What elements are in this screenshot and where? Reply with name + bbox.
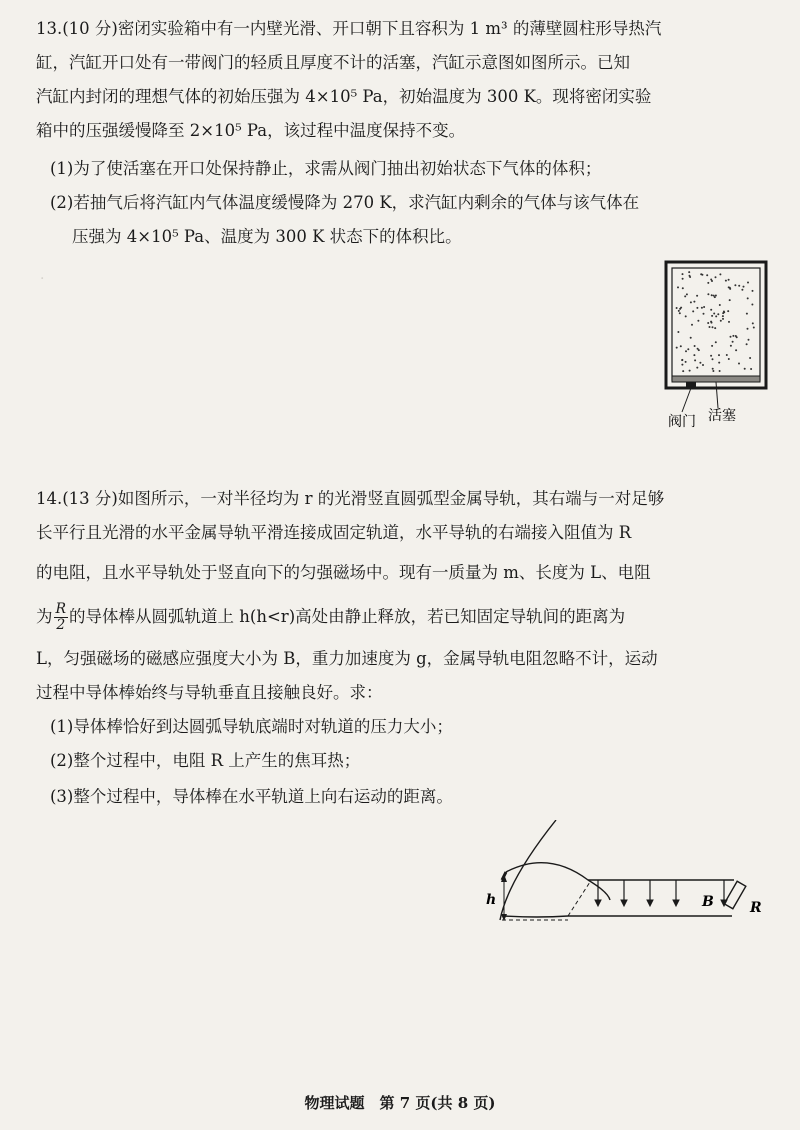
- gas-dot: [725, 280, 727, 282]
- gas-dot: [738, 285, 740, 287]
- gas-dot: [677, 331, 679, 333]
- gas-dot: [729, 299, 731, 301]
- gas-dot: [727, 310, 729, 312]
- gas-dot: [702, 364, 704, 366]
- rail-figure: [478, 820, 778, 930]
- gas-dot: [709, 326, 711, 328]
- gas-dot: [730, 345, 732, 347]
- gas-dot: [714, 296, 716, 298]
- gas-dot: [703, 306, 705, 308]
- gas-dot: [719, 370, 721, 372]
- gas-dot: [688, 271, 690, 273]
- gas-dot: [681, 359, 683, 361]
- gas-dot: [689, 275, 691, 277]
- gas-dot: [718, 354, 720, 356]
- gas-dot: [710, 309, 712, 311]
- gas-dot: [685, 361, 687, 363]
- gas-dot: [720, 320, 722, 322]
- gas-dot: [690, 337, 692, 339]
- gas-dot: [719, 273, 721, 275]
- gas-dot: [690, 301, 692, 303]
- gas-dot: [692, 310, 694, 312]
- gas-dot: [679, 312, 681, 314]
- gas-dot: [715, 315, 717, 317]
- gas-dot: [681, 364, 683, 366]
- gas-dot: [693, 301, 695, 303]
- gas-dot: [682, 287, 684, 289]
- gas-dot: [677, 286, 679, 288]
- gas-dot: [746, 313, 748, 315]
- resistor-label: R: [750, 900, 762, 916]
- field-arrow-head: [621, 900, 627, 906]
- gas-dot: [751, 304, 753, 306]
- gas-dot: [752, 290, 754, 292]
- gas-dot: [684, 295, 686, 297]
- gas-dot: [726, 354, 728, 356]
- gas-dot: [738, 363, 740, 365]
- bleed-through-text: ·: [40, 271, 311, 287]
- q14-part-3: (3)整个过程中，导体棒在水平轨道上向右运动的距离。: [50, 787, 453, 806]
- gas-dot: [741, 289, 743, 291]
- q13-part-2a: (2)若抽气后将汽缸内气体温度缓慢降为 270 K，求汽缸内剩余的气体与该气体在: [50, 193, 640, 212]
- field-arrow-head: [595, 900, 601, 906]
- gas-dot: [712, 326, 714, 328]
- gas-dot: [687, 348, 689, 350]
- gas-dot: [715, 276, 717, 278]
- gas-dot: [710, 355, 712, 357]
- q14-line-4-post: 的导体棒从圆弧轨道上 h(h<r)高处由静止释放，若已知固定导轨间的距离为: [69, 607, 626, 626]
- gas-dot: [697, 348, 699, 350]
- gas-dot: [680, 345, 682, 347]
- q13-line-1: 13.(10 分)密闭实验箱中有一内壁光滑、开口朝下且容积为 1 m³ 的薄壁圆柱形导热汽: [36, 19, 662, 38]
- q14-line-3: 的电阻，且水平导轨处于竖直向下的匀强磁场中。现有一质量为 m、长度为 L、电阻: [36, 563, 651, 582]
- resistance-fraction: [54, 602, 69, 633]
- gas-dot: [707, 282, 709, 284]
- gas-dot: [712, 370, 714, 372]
- field-arrow-head: [673, 900, 679, 906]
- gas-dot: [744, 368, 746, 370]
- q14-line-4-pre: 为: [36, 607, 53, 626]
- gas-dot: [715, 341, 717, 343]
- gas-dot: [703, 313, 705, 315]
- q13-line-3: 汽缸内封闭的理想气体的初始压强为 4×10⁵ Pa，初始温度为 300 K。现将密闭实验: [36, 87, 652, 106]
- field-arrow-head: [647, 900, 653, 906]
- gas-dot: [728, 358, 730, 360]
- gas-dot: [711, 315, 713, 317]
- gas-dot: [728, 279, 730, 281]
- gas-dot: [676, 307, 678, 309]
- gas-dot: [713, 313, 715, 315]
- gas-dot: [685, 350, 687, 352]
- gas-dot: [748, 339, 750, 341]
- gas-dot: [743, 286, 745, 288]
- gas-dot: [701, 274, 703, 276]
- gas-dot: [750, 368, 752, 370]
- gas-dot: [701, 307, 703, 309]
- gas-dot: [706, 274, 708, 276]
- gas-dot: [682, 273, 684, 275]
- gas-dot: [735, 335, 737, 337]
- gas-dot: [711, 294, 713, 296]
- gas-dot: [717, 313, 719, 315]
- gas-dot: [719, 304, 721, 306]
- q13-line-4: 箱中的压强缓慢降至 2×10⁵ Pa，该过程中温度保持不变。: [36, 121, 466, 140]
- cylinder-figure: [656, 258, 776, 438]
- gas-dot: [747, 328, 749, 330]
- q13-part-2b: 压强为 4×10⁵ Pa、温度为 300 K 状态下的体积比。: [72, 227, 462, 246]
- fraction-denominator: 2: [56, 617, 66, 633]
- gas-dot: [710, 321, 712, 323]
- height-label: h: [486, 892, 497, 908]
- gas-dot: [714, 327, 716, 329]
- gas-dot: [728, 286, 730, 288]
- q14-line-1: 14.(13 分)如图所示，一对半径均为 r 的光滑竖直圆弧型金属导轨，其右端与一对足够: [36, 489, 665, 508]
- q14-line-6: 过程中导体棒始终与导轨垂直且接触良好。求：: [36, 683, 383, 702]
- gas-dot: [694, 359, 696, 361]
- gas-dot: [686, 293, 688, 295]
- gas-dot: [753, 327, 755, 329]
- fraction-numerator: R: [55, 601, 67, 617]
- gas-dot: [723, 311, 725, 313]
- gas-dot: [696, 295, 698, 297]
- gas-dot: [711, 345, 713, 347]
- gas-dot: [693, 354, 695, 356]
- gas-dot: [707, 293, 709, 295]
- gas-dot: [712, 368, 714, 370]
- q14-line-5: L，匀强磁场的磁感应强度大小为 B，重力加速度为 g，金属导轨电阻忽略不计，运动: [36, 649, 658, 668]
- gas-dot: [735, 349, 737, 351]
- gas-dot: [710, 279, 712, 281]
- gas-dot: [678, 310, 680, 312]
- gas-dot: [707, 322, 709, 324]
- gas-dot: [689, 370, 691, 372]
- q14-part-2: (2)整个过程中，电阻 R 上产生的焦耳热；: [50, 751, 361, 770]
- valve-label: 阀门: [668, 414, 696, 430]
- gas-dot: [747, 297, 749, 299]
- gas-dot: [752, 322, 754, 324]
- gas-dot: [696, 367, 698, 369]
- gas-dot: [722, 315, 724, 317]
- piston-label: 活塞: [708, 408, 736, 424]
- gas-dot: [732, 335, 734, 337]
- gas-dot: [682, 278, 684, 280]
- gas-dot: [722, 318, 724, 320]
- q13-part-1: (1)为了使活塞在开口处保持静止，求需从阀门抽出初始状态下气体的体积；: [50, 159, 602, 178]
- gas-dot: [746, 343, 748, 345]
- gas-dot: [730, 336, 732, 338]
- q14-part-1: (1)导体棒恰好到达圆弧导轨底端时对轨道的压力大小；: [50, 717, 453, 736]
- gas-dot: [749, 357, 751, 359]
- gas-dot: [682, 370, 684, 372]
- gas-dot: [679, 308, 681, 310]
- gas-dot: [728, 321, 730, 323]
- gas-dot: [691, 324, 693, 326]
- gas-dot: [696, 307, 698, 309]
- gas-dot: [718, 362, 720, 364]
- field-label: B: [702, 894, 714, 910]
- gas-dot: [699, 362, 701, 364]
- gas-dot: [747, 282, 749, 284]
- gas-dot: [729, 288, 731, 290]
- gas-dot: [732, 341, 734, 343]
- page-footer: 物理试题 第 7 页(共 8 页): [304, 1094, 496, 1112]
- q14-line-2: 长平行且光滑的水平金属导轨平滑连接成固定轨道，水平导轨的右端接入阻值为 R: [36, 523, 632, 542]
- gas-dot: [685, 315, 687, 317]
- gas-dot: [676, 347, 678, 349]
- gas-dot: [697, 320, 699, 322]
- q13-line-2: 缸，汽缸开口处有一带阀门的轻质且厚度不计的活塞，汽缸示意图如图所示。已知: [36, 53, 630, 72]
- gas-dot: [694, 345, 696, 347]
- q14-line-4: [36, 602, 776, 633]
- gas-dot: [734, 284, 736, 286]
- gas-dot: [712, 358, 714, 360]
